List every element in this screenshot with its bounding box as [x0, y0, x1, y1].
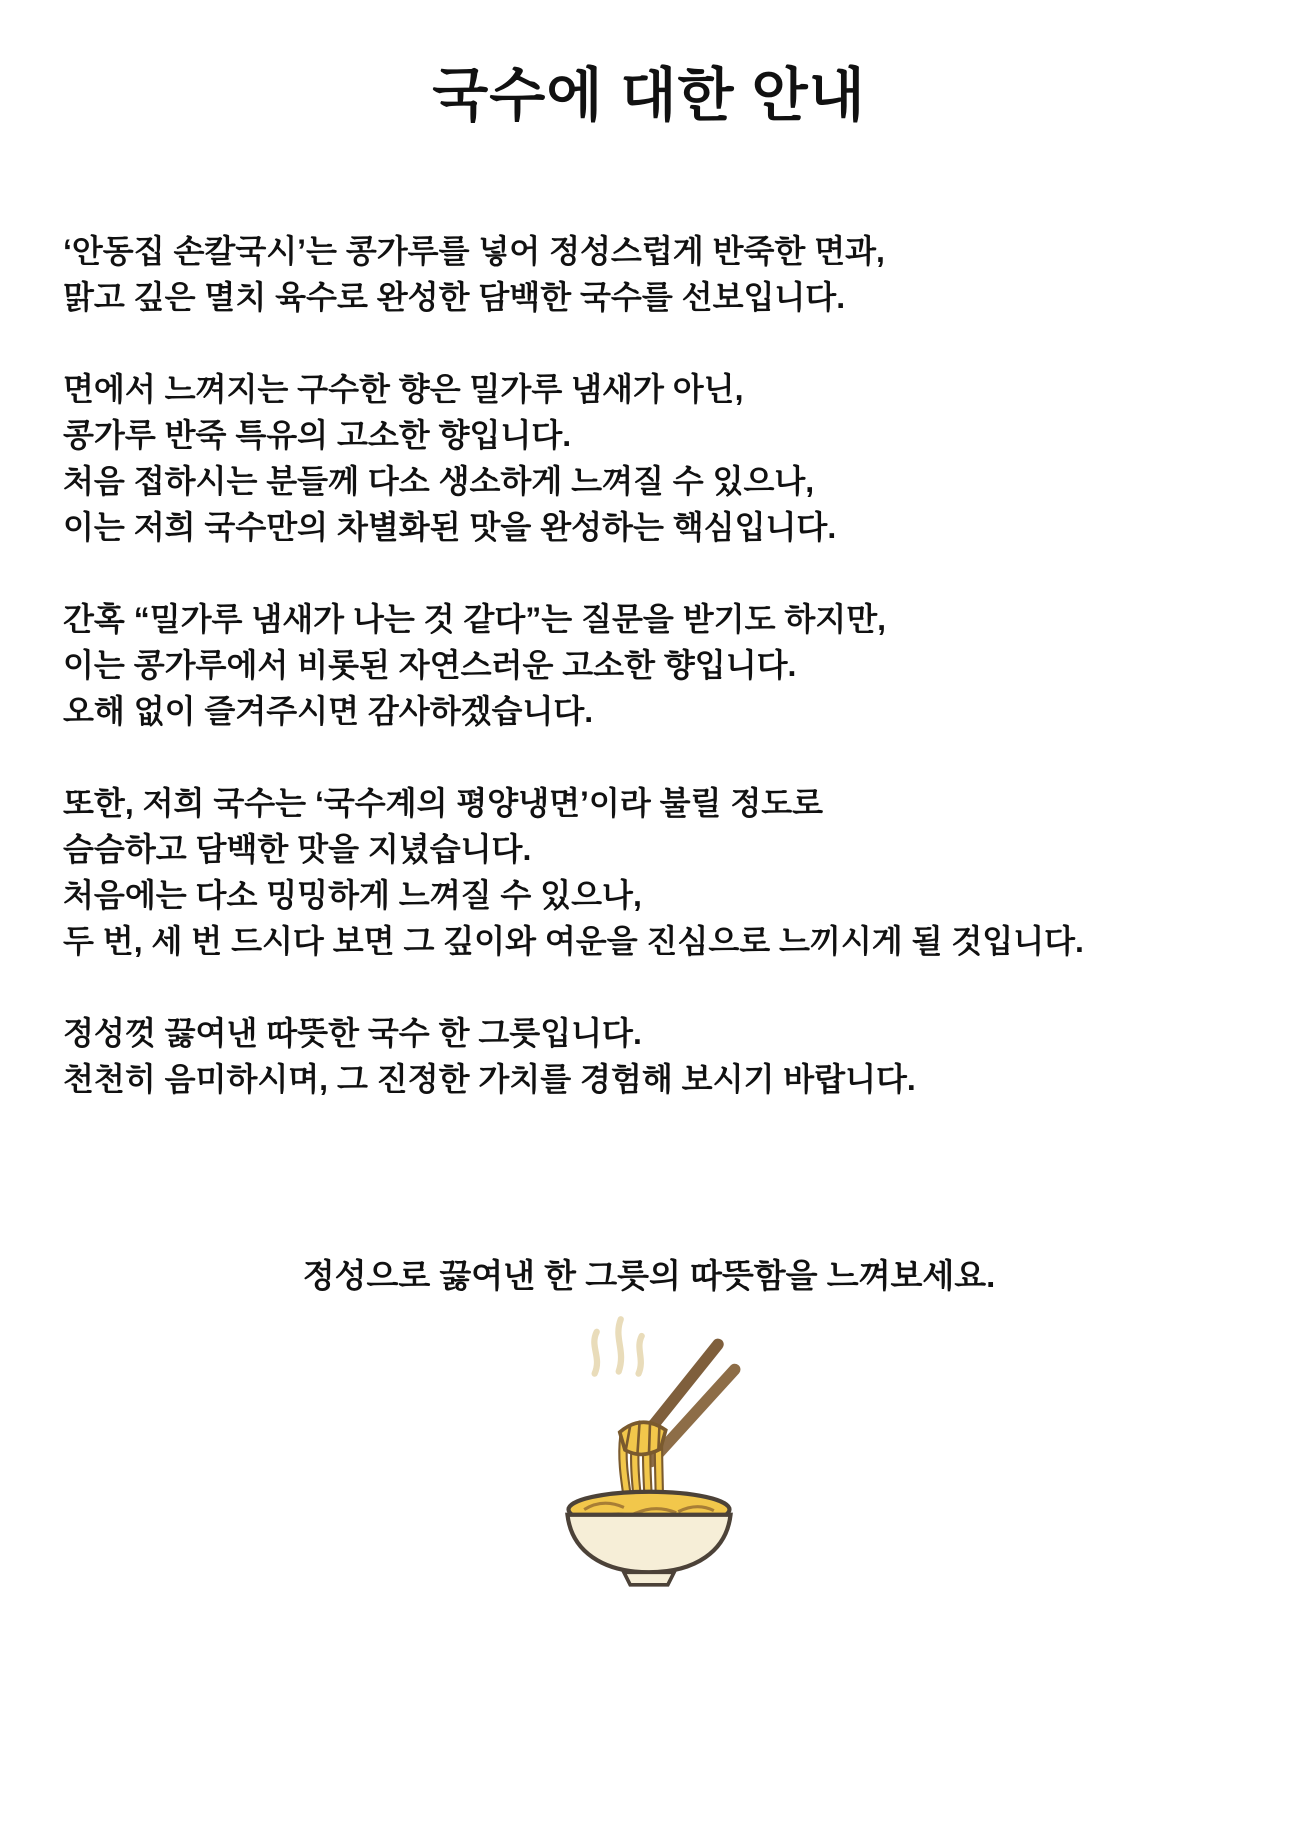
paragraph: 면에서 느껴지는 구수한 향은 밀가루 냄새가 아닌, 콩가루 반죽 특유의 고소한 향입니다. 처음 접하시는 분들께 다소 생소하게 느껴질 수 있으나, 이는 저희 국수만의 차별화된 맛을 완성하는 핵심입니다. [63, 371, 837, 545]
steam-icon [594, 1319, 641, 1373]
document-body [63, 228, 1238, 1102]
paragraph: 간혹 “밀가루 냄새가 나는 것 같다”는 질문을 받기도 하지만, 이는 콩가루에서 비롯된 자연스러운 고소한 향입니다. 오해 없이 즐겨주시면 감사하겠습니다. [63, 601, 886, 729]
bowl-icon [567, 1515, 730, 1585]
page-title: 국수에 대한 안내 [432, 63, 866, 128]
noodle-bowl-icon [534, 1315, 764, 1587]
paragraph: 또한, 저희 국수는 ‘국수계의 평양냉면’이라 불릴 정도로 슴슴하고 담백한 맛을 지녔습니다. 처음에는 다소 밍밍하게 느껴질 수 있으나, 두 번, 세 번 드시다 보면 그 깊이와 여운을 진심으로 느끼시게 될 것입니다. [63, 785, 1084, 959]
illustration-wrap [0, 1315, 1298, 1592]
footer-message: 정성으로 끓여낸 한 그릇의 따뜻함을 느껴보세요. [302, 1257, 996, 1294]
paragraph: ‘안동집 손칼국시’는 콩가루를 넣어 정성스럽게 반죽한 면과, 맑고 깊은 멸치 육수로 완성한 담백한 국수를 선보입니다. [63, 233, 885, 315]
paragraph: 정성껏 끓여낸 따뜻한 국수 한 그릇입니다. 천천히 음미하시며, 그 진정한 가치를 경험해 보시기 바랍니다. [63, 1015, 916, 1097]
